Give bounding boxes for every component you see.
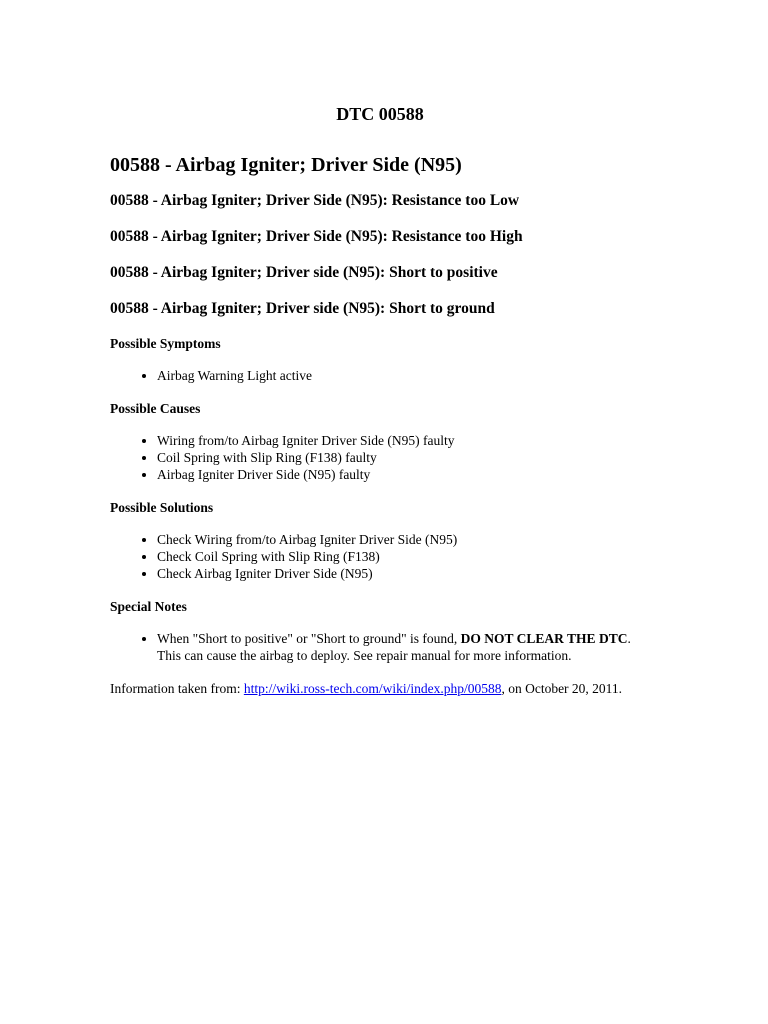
dtc-subheading: 00588 - Airbag Igniter; Driver Side (N95): Resistance too Low <box>110 192 520 209</box>
solutions-list <box>110 531 650 582</box>
notes-heading: Special Notes <box>110 599 187 614</box>
document-page <box>110 103 650 697</box>
note-warning: DO NOT CLEAR THE DTC <box>460 631 628 646</box>
causes-heading: Possible Causes <box>110 401 201 416</box>
symptoms-list <box>110 367 650 384</box>
notes-list <box>110 630 650 664</box>
symptoms-heading: Possible Symptoms <box>110 336 221 351</box>
list-item: • Wiring from/to Airbag Igniter Driver Side (N95) faulty <box>157 432 650 449</box>
list-item: • Check Wiring from/to Airbag Igniter Driver Side (N95) <box>157 531 650 548</box>
solutions-heading: Possible Solutions <box>110 500 214 515</box>
list-item: • Airbag Igniter Driver Side (N95) faulty <box>157 466 650 483</box>
note-text: . This can cause the airbag to deploy. See repair manual for more information. <box>157 631 631 663</box>
dtc-heading: 00588 - Airbag Igniter; Driver Side (N95) <box>110 154 462 176</box>
source-paragraph <box>110 680 650 697</box>
list-item <box>157 630 650 664</box>
dtc-subheading: 00588 - Airbag Igniter; Driver side (N95): Short to positive <box>110 264 498 281</box>
dtc-subheading: 00588 - Airbag Igniter; Driver Side (N95): Resistance too High <box>110 228 523 245</box>
source-link[interactable]: http://wiki.ross-tech.com/wiki/index.php/00588 <box>243 681 502 696</box>
document-title: DTC 00588 <box>336 104 424 124</box>
list-item: • Coil Spring with Slip Ring (F138) faulty <box>157 449 650 466</box>
source-prefix: Information taken from: <box>110 681 244 696</box>
dtc-subheading: 00588 - Airbag Igniter; Driver side (N95): Short to ground <box>110 300 495 317</box>
list-item: • Airbag Warning Light active <box>157 367 650 384</box>
note-text: When "Short to positive" or "Short to ground" is found, <box>157 631 461 646</box>
list-item: • Check Airbag Igniter Driver Side (N95) <box>157 565 650 582</box>
list-item: • Check Coil Spring with Slip Ring (F138) <box>157 548 650 565</box>
causes-list <box>110 432 650 483</box>
source-suffix: , on October 20, 2011. <box>501 681 623 696</box>
